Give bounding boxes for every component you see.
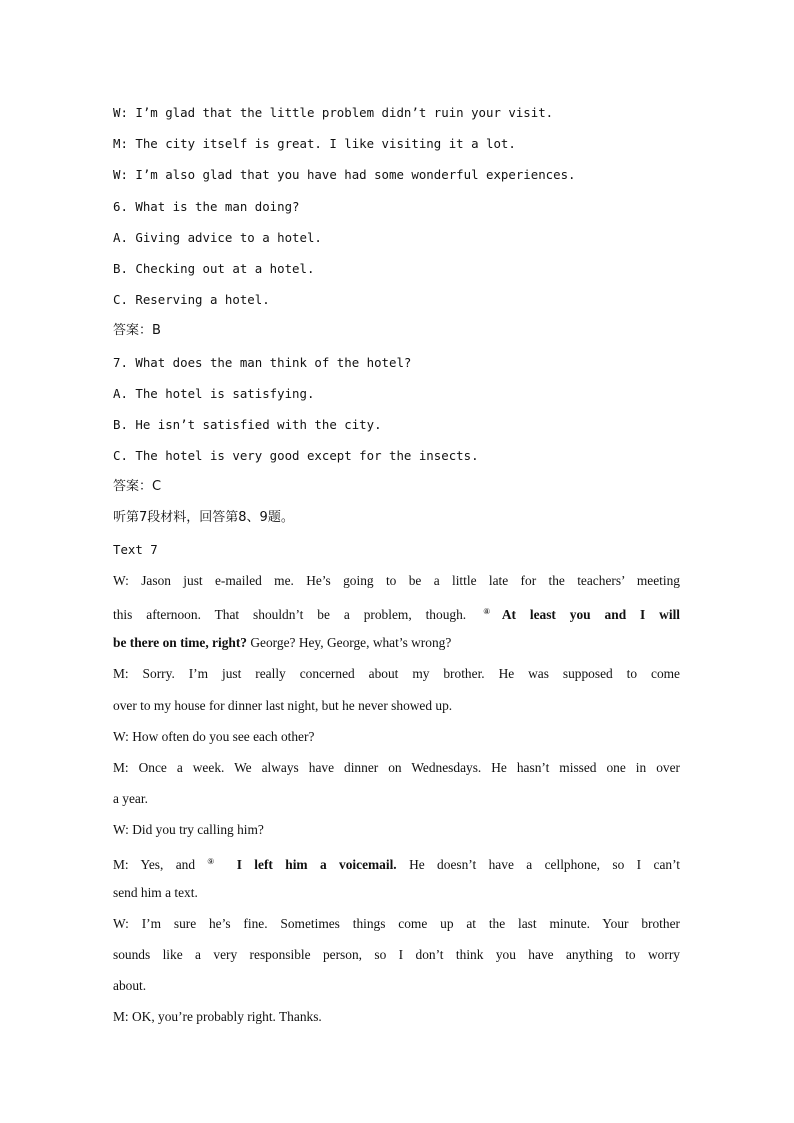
footnote-marker-9: ⑨	[198, 856, 224, 866]
question-7: 7. What does the man think of the hotel?	[113, 354, 412, 370]
answer-7: 答案：C	[113, 479, 162, 495]
dialogue-line: sounds like a very responsible person, so I don’t think you have anything to worry	[113, 947, 680, 963]
section-instruction: 听第7段材料，回答第8、9题。	[113, 510, 294, 526]
dialogue-line: a year.	[113, 791, 148, 807]
document-page	[113, 97, 683, 1033]
text-heading: Text 7	[113, 541, 158, 557]
dialogue-line: M: The city itself is great. I like visiting it a lot.	[113, 136, 516, 152]
dialogue-line: over to my house for dinner last night, but he never showed up.	[113, 697, 453, 713]
dialogue-line: M: OK, you’re probably right. Thanks.	[113, 1009, 322, 1025]
option-7b: B. He isn’t satisfied with the city.	[113, 416, 382, 432]
dialogue-line: W: I’m glad that the little problem didn’t ruin your visit.	[113, 105, 554, 120]
dialogue-line	[113, 627, 683, 658]
dialogue-line	[113, 846, 680, 877]
dialogue-line: W: I’m sure he’s fine. Sometimes things come up at the last minute. Your brother	[113, 915, 680, 931]
dialogue-line: W: Did you try calling him?	[113, 822, 264, 838]
answer-6: 答案：B	[113, 323, 161, 339]
key-sentence-8: At least you and I will	[501, 607, 681, 622]
dialogue-text: He doesn’t have a cellphone, so I can’t	[409, 856, 681, 872]
key-sentence-8-cont: be there on time, right?	[113, 635, 248, 651]
option-6b: B. Checking out at a hotel.	[113, 260, 315, 276]
option-6a: A. Giving advice to a hotel.	[113, 229, 322, 245]
option-7a: A. The hotel is satisfying.	[113, 385, 315, 401]
option-7c: C. The hotel is very good except for the insects.	[113, 448, 479, 464]
footnote-marker-8: ⑧	[483, 607, 501, 616]
dialogue-line: W: How often do you see each other?	[113, 728, 315, 744]
dialogue-text: M: Yes, and	[113, 856, 196, 872]
dialogue-line: W: Jason just e-mailed me. He’s going to be a little late for the teachers’ meeting	[113, 572, 680, 588]
dialogue-line: about.	[113, 978, 147, 994]
dialogue-line: M: Sorry. I’m just really concerned about my brother. He was supposed to come	[113, 666, 680, 682]
dialogue-text: this afternoon. That shouldn’t be a problem, though.	[113, 607, 467, 622]
question-6: 6. What is the man doing?	[113, 198, 300, 214]
key-sentence-9: I left him a voicemail.	[224, 856, 397, 872]
dialogue-line	[113, 596, 680, 627]
dialogue-line: W: I’m also glad that you have had some wonderful experiences.	[113, 167, 576, 183]
dialogue-line: M: Once a week. We always have dinner on Wednesdays. He hasn’t missed one in over	[113, 759, 680, 775]
option-6c: C. Reserving a hotel.	[113, 292, 270, 308]
dialogue-text: George? Hey, George, what’s wrong?	[247, 635, 452, 651]
dialogue-line: send him a text.	[113, 884, 198, 900]
